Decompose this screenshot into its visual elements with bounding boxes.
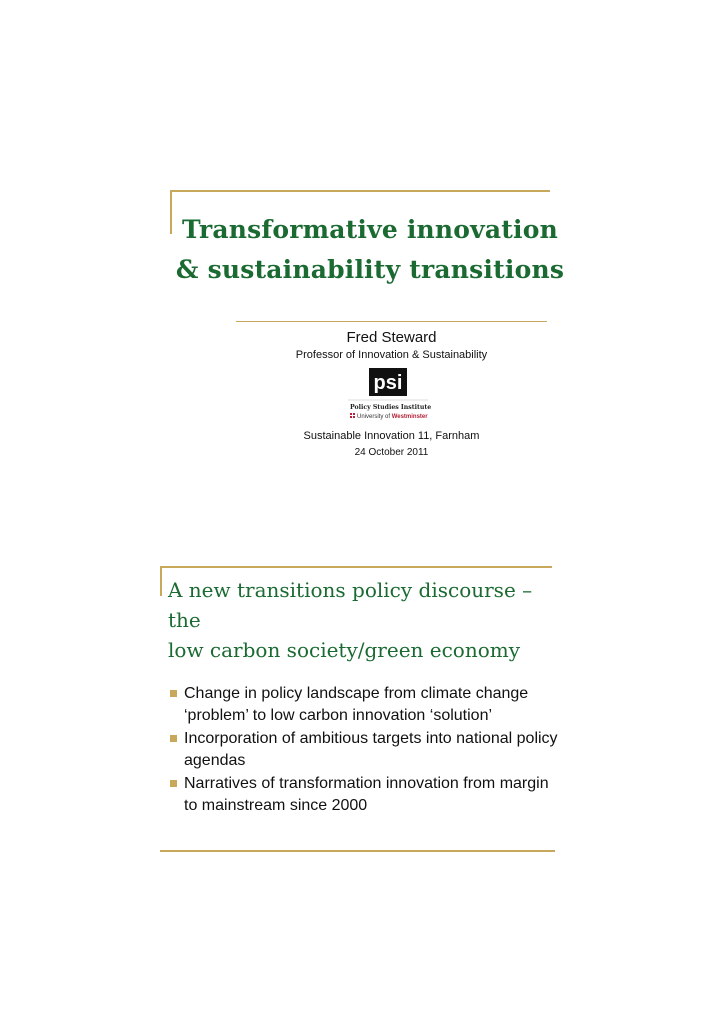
psi-logo-university: University of Westminster — [357, 414, 428, 420]
slide1-title-line2: & sustainability transitions — [175, 255, 565, 284]
slide1-title — [160, 210, 580, 290]
square-bullet-icon — [170, 690, 177, 697]
psi-logo — [342, 368, 434, 424]
list-item: Narratives of transformation innovation from margin to mainstream since 2000 — [170, 773, 560, 816]
slide1-top-rule — [170, 190, 550, 192]
list-item: Change in policy landscape from climate change ‘problem’ to low carbon innovation ‘solution’ — [170, 683, 560, 726]
psi-logo-institute: Policy Studies Institute — [350, 404, 432, 411]
slide2-bullet-list — [170, 683, 560, 818]
slide2-title-line2: low carbon society/green economy — [168, 638, 521, 662]
list-item: Incorporation of ambitious targets into national policy agendas — [170, 728, 560, 771]
author-name: Fred Steward — [346, 329, 437, 346]
slide1-title-line1: Transformative innovation — [182, 215, 558, 244]
slide2-title — [168, 575, 558, 665]
square-bullet-icon — [170, 780, 177, 787]
slide2-title-line1: A new transitions policy discourse – the — [168, 578, 533, 632]
event-name: Sustainable Innovation 11, Farnham — [303, 430, 480, 442]
square-bullet-icon — [170, 735, 177, 742]
psi-logo-mark: psi — [373, 372, 403, 394]
slide2-bottom-rule — [160, 850, 555, 852]
event-date: 24 October 2011 — [354, 447, 429, 458]
author-role: Professor of Innovation & Sustainability — [295, 349, 488, 361]
slide2-left-rule — [160, 566, 162, 596]
slide2-top-rule — [160, 566, 552, 568]
slide1-divider — [236, 321, 547, 322]
